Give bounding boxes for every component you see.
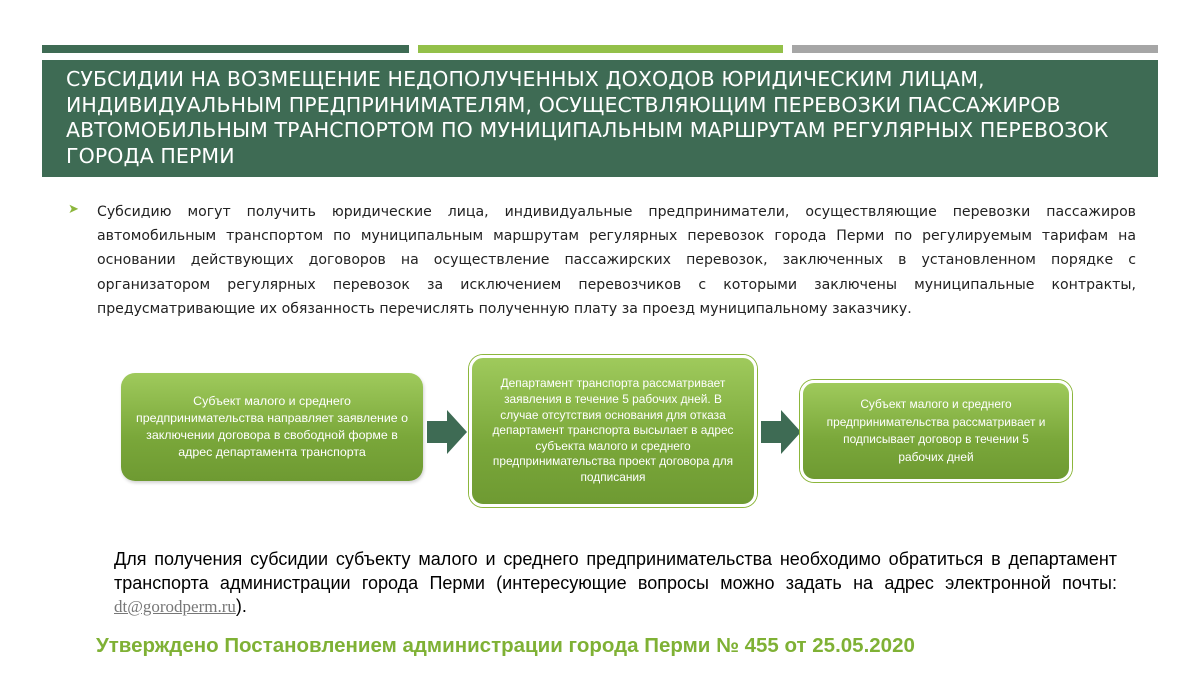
process-step-3 (800, 380, 1072, 482)
right-arrow-icon (427, 410, 467, 454)
contact-text-end: ). (235, 596, 247, 616)
intro-text: Субсидию могут получить юридические лица, индивидуальные предприниматели, осуществляющие перевозки пассажиров автомобильным транспортом по муниципальным маршрутам регулярных перевозок города Перми по регулируемым тарифам на основании действующих договоров на осуществление пассажирских перевозок, заключенных в установленном порядке с организатором регулярных перевозок за исключением перевозчиков с которыми заключены муниципальные контракты, предусматривающие их обязанность перечислять полученную плату за проезд муниципальному заказчику. (97, 204, 1136, 317)
process-step-3-text: Субъект малого и среднего предпринимательства рассматривает и подписывает договор в течении 5 рабочих дней (826, 397, 1046, 464)
arrowhead-bullet-icon: ➤ (68, 202, 79, 217)
contact-paragraph (114, 548, 1117, 619)
approval-note: Утверждено Постановлением администрации города Перми № 455 от 25.05.2020 (96, 634, 915, 657)
slide-title: СУБСИДИИ НА ВОЗМЕЩЕНИЕ НЕДОПОЛУЧЕННЫХ ДОХОДОВ ЮРИДИЧЕСКИМ ЛИЦАМ, ИНДИВИДУАЛЬНЫМ ПРЕДПРИНИМАТЕЛЯМ, ОСУЩЕСТВЛЯЮЩИМ ПЕРЕВОЗКИ ПАССАЖИРОВ АВТОМОБИЛЬНЫМ ТРАНСПОРТОМ ПО МУНИЦИПАЛЬНЫМ МАРШРУТАМ РЕГУЛЯРНЫХ ПЕРЕВОЗОК ГОРОДА ПЕРМИ (66, 67, 1109, 168)
process-step-2 (469, 355, 757, 507)
top-stripe-light-green (418, 45, 783, 53)
top-stripe-dark-green (42, 45, 409, 53)
process-step-1-text: Субъект малого и среднего предпринимательства направляет заявление о заключении договора в свободной форме в адрес департамента транспорта (136, 394, 408, 459)
contact-text: Для получения субсидии субъекту малого и среднего предпринимательства необходимо обратиться в департамент транспорта администрации города Перми (интересующие вопросы можно задать на адрес электронной почты: (114, 549, 1117, 593)
process-step-2-text: Департамент транспорта рассматривает заявления в течение 5 рабочих дней. В случае отсутствия основания для отказа департамент транспорта высылает в адрес субъекта малого и среднего предпринимательства проект договора для подписания (492, 376, 734, 484)
title-banner (42, 60, 1158, 177)
top-stripe-gray (792, 45, 1158, 53)
email-link[interactable]: dt@gorodperm.ru (114, 597, 236, 616)
right-arrow-icon (761, 410, 801, 454)
process-step-1 (121, 373, 423, 481)
